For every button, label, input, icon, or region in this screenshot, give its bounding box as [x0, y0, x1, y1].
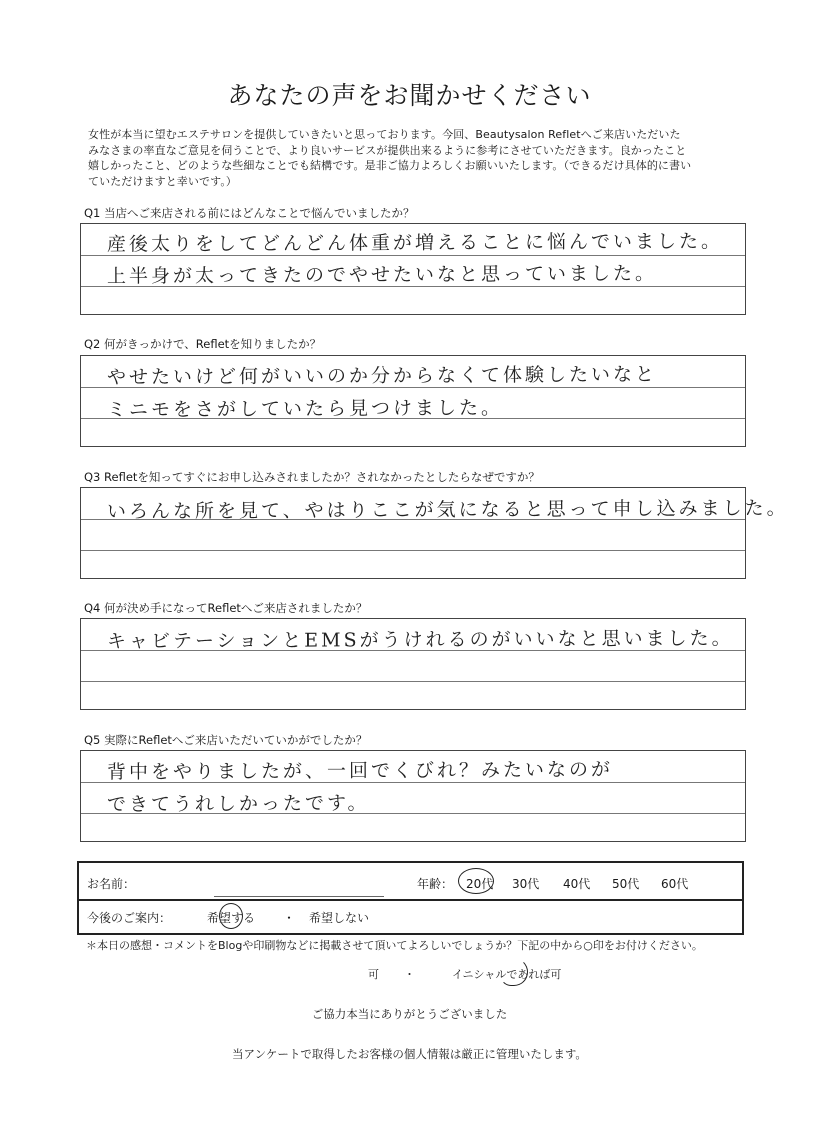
- answer-4-line-1: キャビテーションとEMSがうけれるのがいいなと思いました。: [106, 627, 734, 653]
- intro-line: ていただけますと幸いです。）: [88, 174, 238, 188]
- question-2-label: Q2 何がきっかけで、Refletを知りましたか？: [84, 337, 322, 351]
- age-option-20s[interactable]: 20代: [466, 877, 494, 891]
- name-field[interactable]: [214, 896, 384, 897]
- selected-circle-mark: [219, 903, 243, 929]
- guide-label: 今後のご案内：: [87, 911, 172, 925]
- separator-dot: ・: [404, 968, 415, 981]
- option-ok[interactable]: 可: [368, 968, 379, 981]
- question-3-label: Q3 Refletを知ってすぐにお申し込みされましたか？されなかったとしたらなぜですか？: [84, 470, 540, 484]
- answer-box-3[interactable]: [80, 487, 789, 579]
- separator-dot: ・: [283, 911, 296, 925]
- answer-box-1[interactable]: [80, 223, 746, 315]
- age-option-30s[interactable]: 30代: [512, 877, 540, 891]
- name-label: お名前：: [87, 877, 136, 891]
- answer-5-line-2: できてうれしかったです。: [106, 792, 370, 816]
- age-option-60s[interactable]: 60代: [661, 877, 689, 891]
- guide-option-yes[interactable]: 希望する: [207, 911, 256, 925]
- answer-box-5[interactable]: [80, 750, 746, 842]
- respondent-info-box: [77, 861, 744, 935]
- page-title: あなたの声をお聞かせください: [227, 81, 592, 110]
- intro-line: 嬉しかったこと、どのような些細なことでも結構です。是非ご協力よろしくお願いいたします。（できるだけ具体的に書い: [88, 159, 692, 172]
- age-label: 年齢：: [417, 877, 454, 891]
- question-5-label: Q5 実際にRefletへご来店いただいていかがでしたか？: [84, 733, 368, 747]
- intro-text: [88, 127, 760, 189]
- privacy-text: 当アンケートで取得したお客様の個人情報は厳正に管理いたします。: [232, 1047, 587, 1061]
- thanks-text: ご協力本当にありがとうございました: [311, 1007, 508, 1021]
- age-option-50s[interactable]: 50代: [612, 877, 640, 891]
- answer-5-line-1: 背中をやりましたが、一回でくびれ？みたいなのが: [106, 758, 614, 784]
- circle-mark: [500, 958, 528, 986]
- intro-line: 女性が本当に望むエステサロンを提供していきたいと思っております。今回、Beautysalon Refletへご来店いただいた: [88, 128, 681, 141]
- age-option-40s[interactable]: 40代: [563, 877, 591, 891]
- question-4-label: Q4 何が決め手になってRefletへご来店されましたか？: [84, 601, 368, 615]
- answer-2-line-2: ミニモをさがしていたら見つけました。: [106, 396, 504, 422]
- publication-note: ＊本日の感想・コメントをBlogや印刷物などに掲載させて頂いてよろしいでしょうか？下記の中から○印をお付けください。: [86, 939, 703, 952]
- option-initial-ok[interactable]: イニシャルであれば可: [452, 968, 562, 981]
- answer-1-line-2: 上半身が太ってきたのでやせたいなと思っていました。: [106, 262, 658, 288]
- answer-3-line-1: いろんな所を見て、やはりここが気になると思って申し込みました。: [106, 497, 789, 523]
- selected-circle-mark: [458, 868, 494, 894]
- divider: [79, 899, 742, 901]
- answer-1-line-1: 産後太りをしてどんどん体重が増えることに悩んでいました。: [106, 230, 724, 256]
- question-1-label: Q1 当店へご来店される前にはどんなことで悩んでいましたか？: [84, 206, 415, 220]
- guide-option-no[interactable]: 希望しない: [309, 911, 370, 925]
- answer-2-line-1: やせたいけど何がいいのか分からなくて体験したいなと: [106, 363, 658, 389]
- answer-box-4[interactable]: [80, 618, 746, 710]
- answer-box-2[interactable]: [80, 355, 746, 447]
- intro-line: みなさまの率直なご意見を伺うことで、より良いサービスが提供出来るように参考にさせていただきます。良かったこと: [88, 143, 687, 157]
